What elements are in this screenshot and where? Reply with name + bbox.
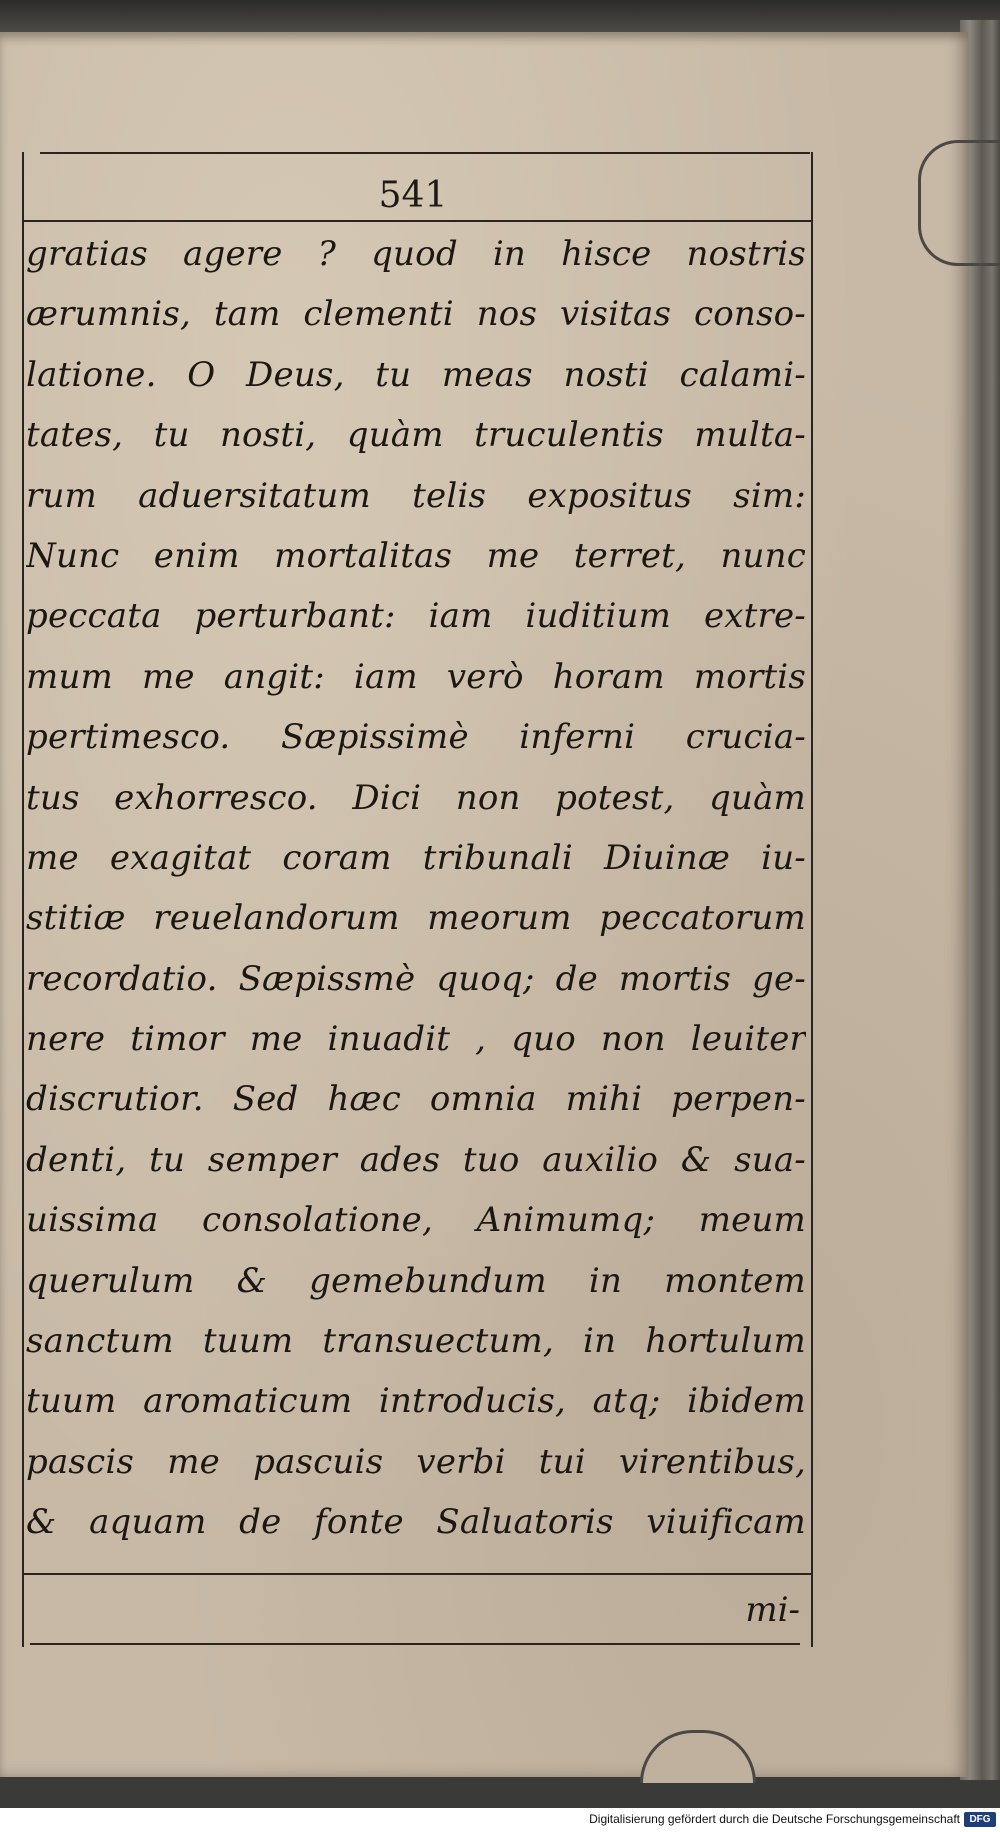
header-rule — [22, 220, 811, 222]
text-block — [26, 224, 806, 1553]
text-line: pascis me pascuis verbi tui virentibus, — [26, 1441, 806, 1482]
text-line: mum me angit: iam verò horam mortis — [26, 656, 806, 697]
text-line: nere timor me inuadit , quo non leuiter — [26, 1019, 806, 1060]
text-line: latione. O Deus, tu meas nosti calami- — [26, 354, 806, 395]
text-line: recordatio. Sæpissmè quoq; de mortis ge- — [26, 958, 806, 999]
text-line: uissima consolatione, Animumq; meum — [26, 1200, 806, 1241]
text-line: rum aduersitatum telis expositus sim: — [26, 475, 806, 516]
text-line: Nunc enim mortalitas me terret, nunc — [26, 535, 806, 576]
bottom-rule — [30, 1643, 800, 1645]
page-number: 541 — [378, 175, 448, 216]
text-line: stitiæ reuelandorum meorum peccatorum — [26, 898, 806, 939]
footer-bar — [0, 1808, 1000, 1832]
text-line: sanctum tuum transuectum, in hortulum — [26, 1321, 806, 1362]
footer-credit: Digitalisierung gefördert durch die Deutsche Forschungsgemeinschaft — [589, 1812, 960, 1826]
text-line: discrutior. Sed hæc omnia mihi perpen- — [26, 1079, 806, 1120]
text-line: tuum aromaticum introducis, atq; ibidem — [26, 1381, 806, 1422]
catchword: mi- — [745, 1590, 800, 1630]
text-bottom-rule — [22, 1573, 811, 1575]
text-line: tus exhorresco. Dici non potest, quàm — [26, 777, 806, 818]
text-line: pertimesco. Sæpissimè inferni crucia- — [26, 717, 806, 758]
dfg-logo: DFG — [964, 1812, 996, 1827]
text-line: gratias agere ? quod in hisce nostris — [26, 234, 806, 274]
text-line: & aquam de fonte Saluatoris viuificam — [26, 1502, 806, 1543]
text-line: denti, tu semper ades tuo auxilio & sua- — [26, 1139, 806, 1180]
text-line: ærumnis, tam clementi nos visitas conso- — [26, 294, 806, 335]
text-line: peccata perturbant: iam iuditium extre- — [26, 596, 806, 637]
text-line: tates, tu nosti, quàm truculentis multa- — [26, 415, 806, 456]
top-rule — [40, 152, 810, 154]
text-line: me exagitat coram tribunali Diuinæ iu- — [26, 837, 806, 878]
text-line: querulum & gemebundum in montem — [26, 1260, 806, 1301]
bookmark-clip — [918, 140, 1000, 266]
